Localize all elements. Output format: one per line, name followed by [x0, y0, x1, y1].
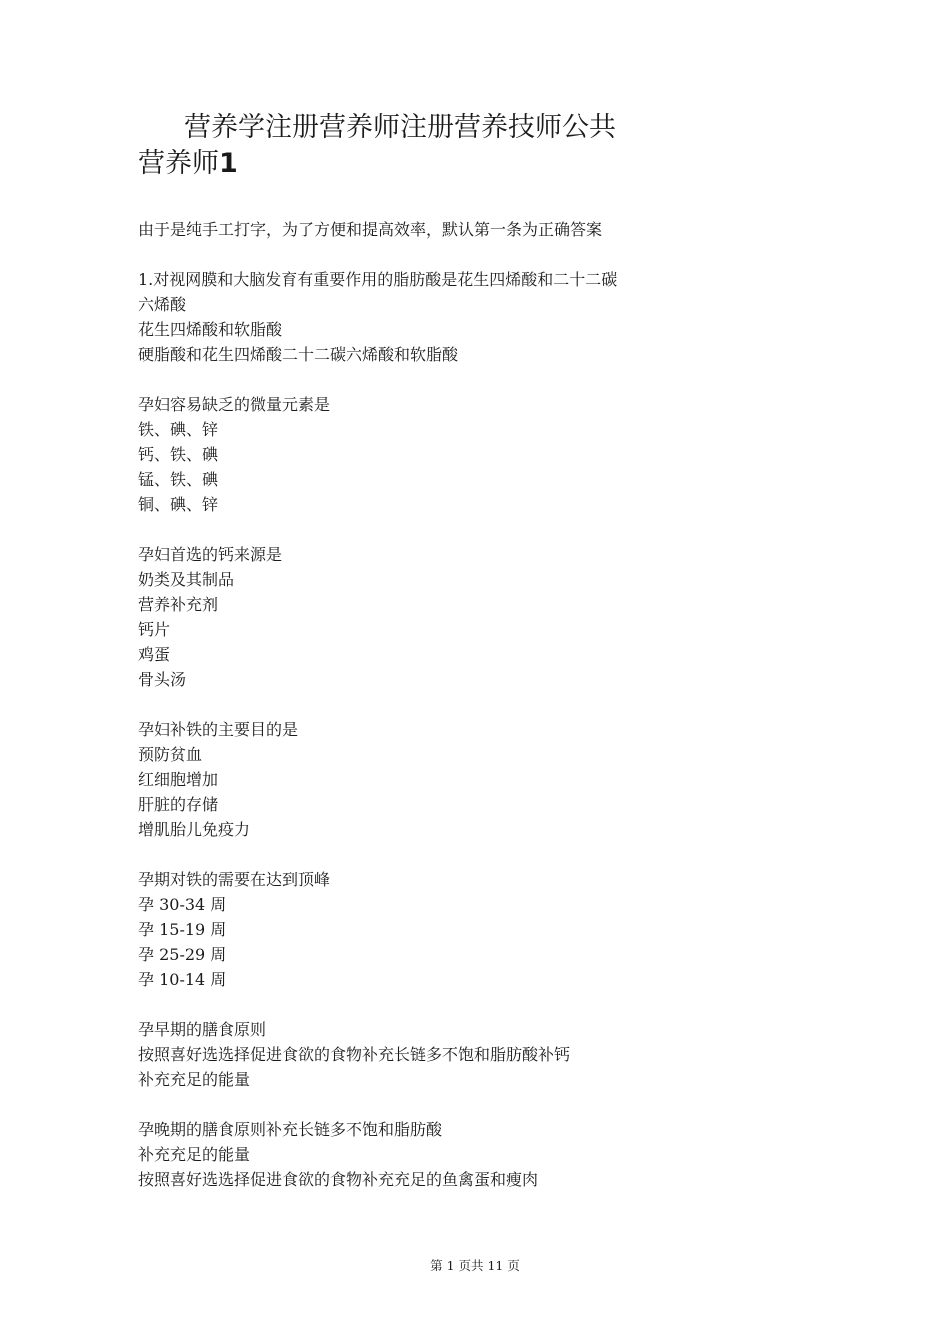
- title-line-1: 营养学注册营养师注册营养技师公共: [184, 112, 616, 143]
- page-footer: 第 1 页共 11 页: [430, 1258, 520, 1273]
- answer-option: 六烯酸: [138, 295, 187, 314]
- question-block: [138, 542, 698, 692]
- question-block: [138, 392, 698, 517]
- question-text: 1.对视网膜和大脑发育有重要作用的脂肪酸是花生四烯酸和二十二碳: [138, 270, 618, 289]
- question-block: [138, 1017, 698, 1092]
- answer-option: 鸡蛋: [138, 645, 171, 664]
- answer-option: 预防贫血: [138, 745, 203, 764]
- answer-option: 增肌胎儿免疫力: [138, 820, 251, 839]
- answer-option: 红细胞增加: [138, 770, 219, 789]
- intro-note: 由于是纯手工打字，为了方便和提高效率，默认第一条为正确答案: [138, 220, 603, 239]
- question-text: 孕妇首选的钙来源是: [138, 545, 283, 564]
- answer-option: 孕 25-29 周: [138, 945, 227, 964]
- question-text: 孕期对铁的需要在达到顶峰: [138, 870, 331, 889]
- answer-option: 硬脂酸和花生四烯酸二十二碳六烯酸和软脂酸: [138, 345, 459, 364]
- title-line-2: 营养师: [138, 148, 219, 179]
- question-list: [138, 267, 698, 1217]
- answer-option: 营养补充剂: [138, 595, 219, 614]
- question-block: [138, 717, 698, 842]
- document-title: [138, 110, 678, 182]
- answer-option: 骨头汤: [138, 670, 187, 689]
- answer-option: 花生四烯酸和软脂酸: [138, 320, 283, 339]
- title-number: 1: [219, 148, 238, 179]
- answer-option: 孕 10-14 周: [138, 970, 227, 989]
- answer-option: 补充充足的能量: [138, 1070, 251, 1089]
- question-text: 孕晚期的膳食原则补充长链多不饱和脂肪酸: [138, 1120, 443, 1139]
- answer-option: 补充充足的能量: [138, 1145, 251, 1164]
- question-text: 孕妇补铁的主要目的是: [138, 720, 299, 739]
- question-block: [138, 267, 698, 367]
- question-text: 孕妇容易缺乏的微量元素是: [138, 395, 331, 414]
- question-text: 孕早期的膳食原则: [138, 1020, 267, 1039]
- answer-option: 钙、铁、碘: [138, 445, 219, 464]
- answer-option: 按照喜好选选择促进食欲的食物补充长链多不饱和脂肪酸补钙: [138, 1045, 571, 1064]
- question-block: [138, 867, 698, 992]
- answer-option: 锰、铁、碘: [138, 470, 219, 489]
- answer-option: 肝脏的存储: [138, 795, 219, 814]
- answer-option: 按照喜好选选择促进食欲的食物补充充足的鱼禽蛋和瘦肉: [138, 1170, 539, 1189]
- answer-option: 孕 15-19 周: [138, 920, 227, 939]
- answer-option: 铜、碘、锌: [138, 495, 219, 514]
- answer-option: 奶类及其制品: [138, 570, 235, 589]
- answer-option: 钙片: [138, 620, 171, 639]
- answer-option: 铁、碘、锌: [138, 420, 219, 439]
- question-block: [138, 1117, 698, 1192]
- answer-option: 孕 30-34 周: [138, 895, 227, 914]
